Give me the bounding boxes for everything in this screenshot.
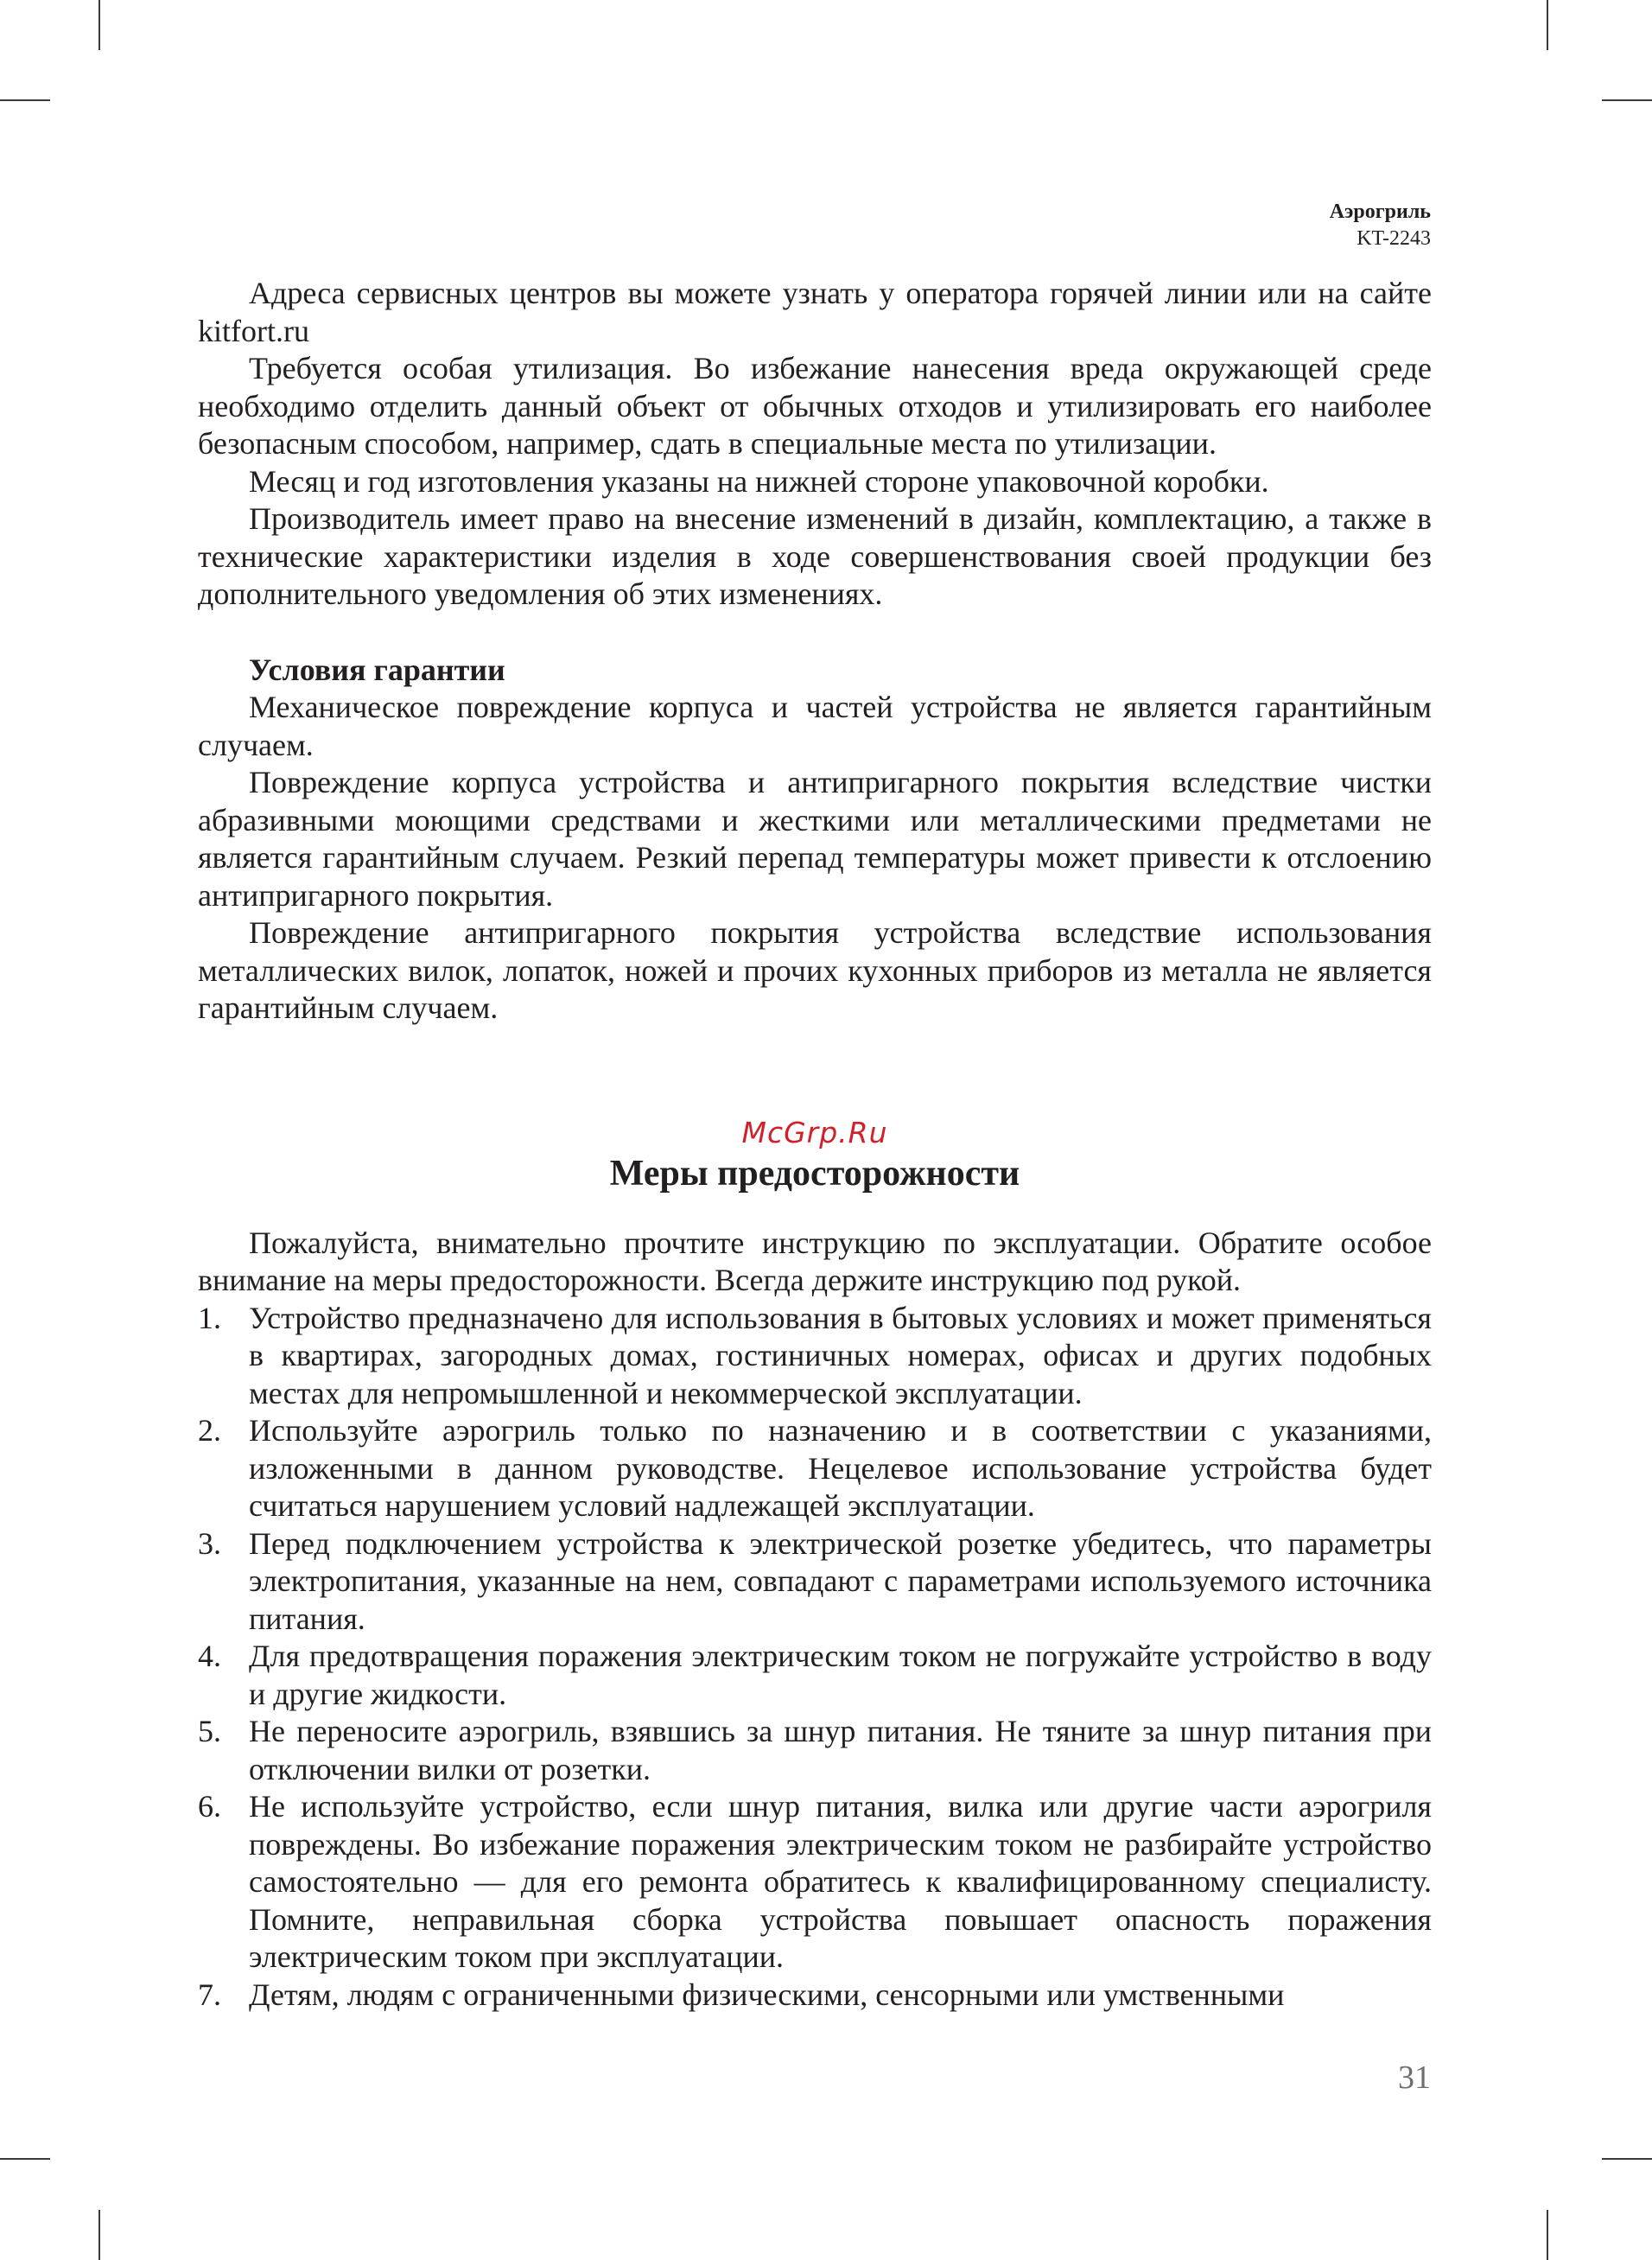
crop-mark: [1547, 2210, 1548, 2260]
item-text: Не используйте устройство, если шнур питания, вилка или другие части аэрогриля повреждены. Во избежание поражения электрическим током не разбирайте устройство самостоятельно — для его ремонта обратитесь к квалифицированному специалисту. Помните, неправильная сборка устройства повышает опасность поражения электрическим током при эксплуатации.: [249, 1789, 1432, 1974]
page-number: 31: [1398, 2059, 1431, 2096]
paragraph: Требуется особая утилизация. Во избежание нанесения вреда окружающей среде необходимо отделить данный объект от обычных отходов и утилизировать его наиболее безопасным способом, например, сдать в специальные места по утилизации.: [198, 351, 1432, 461]
section-title: Меры предосторожности: [609, 1153, 1020, 1194]
item-number: 7.: [198, 1977, 221, 2012]
crop-mark: [0, 2158, 50, 2160]
crop-mark: [98, 2210, 100, 2260]
crop-mark: [1547, 0, 1548, 50]
item-text: Не переносите аэрогриль, взявшись за шнур питания. Не тяните за шнур питания при отключении вилки от розетки.: [249, 1714, 1432, 1786]
safety-intro: Пожалуйста, внимательно прочтите инструкцию по эксплуатации. Обратите особое внимание на меры предосторожности. Всегда держите инструкцию под рукой.: [198, 1225, 1432, 1297]
crop-mark: [1602, 99, 1652, 101]
paragraph: Месяц и год изготовления указаны на нижней стороне упаковочной коробки.: [249, 463, 1269, 499]
item-number: 3.: [198, 1525, 221, 1561]
item-text: Перед подключением устройства к электрической розетке убедитесь, что параметры электропитания, указанные на нем, совпадают с параметрами используемого источника питания.: [249, 1525, 1432, 1636]
paragraph: Повреждение корпуса устройства и антипригарного покрытия вследствие чистки абразивными моющими средствами и жесткими или металлическими предметами не является гарантийным случаем. Резкий перепад температуры может привести к отслоению антипригарного покрытия.: [198, 765, 1432, 913]
list-item: [198, 1525, 1432, 1639]
warranty-heading: Условия гарантии: [249, 652, 505, 687]
paragraph: Адреса сервисных центров вы можете узнать у оператора горячей линии или на сайте kitfort.ru: [198, 276, 1432, 348]
item-number: 5.: [198, 1714, 221, 1748]
item-text: Устройство предназначено для использования в бытовых условиях и может применяться в квартирах, загородных домах, гостиничных номерах, офисах и других подобных местах для непромышленной и некоммерческой эксплуатации.: [249, 1300, 1432, 1410]
crop-mark: [98, 0, 100, 50]
model-number: KT-2243: [1357, 227, 1431, 250]
item-text: Для предотвращения поражения электрическим током не погружайте устройство в воду и другие жидкости.: [249, 1639, 1432, 1711]
crop-mark: [1602, 2158, 1652, 2160]
item-number: 2.: [198, 1413, 221, 1448]
crop-mark: [0, 99, 50, 101]
paragraph: Механическое повреждение корпуса и частей устройства не является гарантийным случаем.: [198, 690, 1432, 762]
list-item: [198, 1788, 1432, 1977]
list-item: [198, 1300, 1432, 1413]
list-item: [198, 1713, 1432, 1788]
paragraph: Повреждение антипригарного покрытия устройства вследствие использования металлических вилок, лопаток, ножей и прочих кухонных приборов из металла не является гарантийным случаем.: [198, 915, 1432, 1025]
watermark: McGrp.Ru: [741, 1115, 888, 1149]
page-header: [1330, 199, 1431, 252]
list-item: [198, 1977, 1432, 2015]
page-content: [198, 275, 1432, 2014]
paragraph: Производитель имеет право на внесение изменений в дизайн, комплектацию, а также в технические характеристики изделия в ходе совершенствования своей продукции без дополнительного уведомления об этих изменениях.: [198, 501, 1432, 611]
item-number: 1.: [198, 1300, 221, 1335]
item-text: Используйте аэрогриль только по назначению и в соответствии с указаниями, изложенными в данном руководстве. Нецелевое использование устройства будет считаться нарушением условий надлежащей эксплуатации.: [249, 1413, 1432, 1523]
safety-list: [198, 1300, 1432, 2015]
list-item: [198, 1638, 1432, 1713]
product-name: Аэрогриль: [1329, 201, 1431, 223]
item-text: Детям, людям с ограниченными физическими, сенсорными или умственными: [249, 1977, 1285, 2012]
item-number: 4.: [198, 1639, 221, 1673]
item-number: 6.: [198, 1789, 221, 1824]
list-item: [198, 1412, 1432, 1525]
